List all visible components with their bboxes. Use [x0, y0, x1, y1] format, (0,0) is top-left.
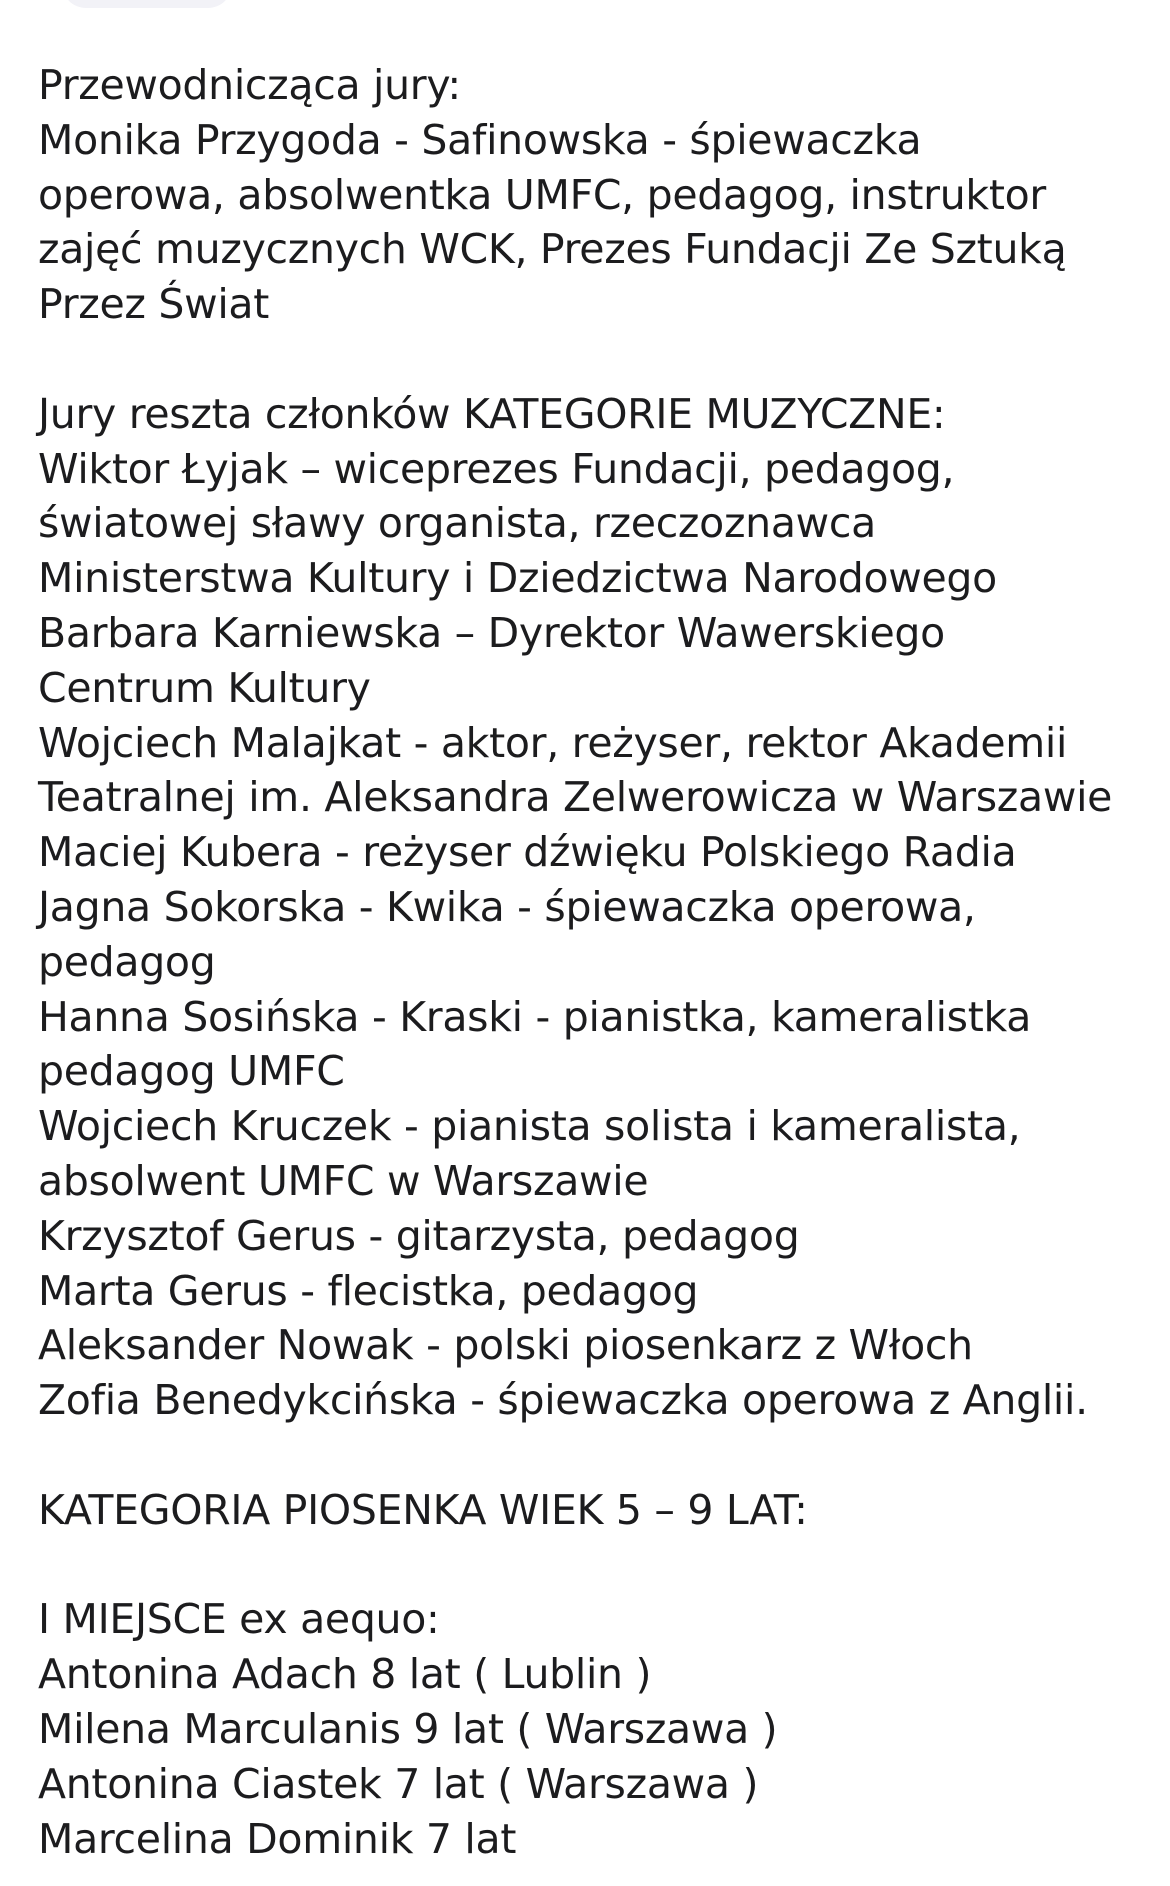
post-line: Wojciech Kruczek - pianista solista i kameralista,	[38, 1102, 1021, 1151]
post-line: I MIEJSCE ex aequo:	[38, 1595, 440, 1644]
post-line: pedagog UMFC	[38, 1047, 345, 1096]
post-line: Aleksander Nowak - polski piosenkarz z Włoch	[38, 1321, 973, 1370]
blank-line	[38, 1538, 1148, 1593]
post-line: Centrum Kultury	[38, 663, 371, 712]
post-line: Wojciech Malajkat - aktor, reżyser, rektor Akademii	[38, 718, 1068, 767]
post-line: Jury reszta członków KATEGORIE MUZYCZNE:	[38, 389, 946, 438]
post-line: Zofia Benedykcińska - śpiewaczka operowa z Anglii.	[38, 1376, 1088, 1425]
post-line: Marcelina Dominik 7 lat	[38, 1814, 517, 1863]
post-line: Hanna Sosińska - Kraski - pianistka, kameralistka	[38, 992, 1032, 1041]
post-line: Przez Świat	[38, 280, 270, 329]
post-line: Monika Przygoda - Safinowska - śpiewaczka	[38, 115, 922, 164]
blank-line	[38, 332, 1148, 387]
post-line: Maciej Kubera - reżyser dźwięku Polskiego Radia	[38, 828, 1017, 877]
post-line: absolwent UMFC w Warszawie	[38, 1156, 649, 1205]
post-line: Barbara Karniewska – Dyrektor Wawerskiego	[38, 608, 945, 657]
post-line: Antonina Adach 8 lat ( Lublin )	[38, 1650, 652, 1699]
post-line: zajęć muzycznych WCK, Prezes Fundacji Ze Sztuką	[38, 225, 1067, 274]
post-line: światowej sławy organista, rzeczoznawca	[38, 499, 876, 548]
post-line: Krzysztof Gerus - gitarzysta, pedagog	[38, 1211, 800, 1260]
post-line: pedagog	[38, 937, 216, 986]
post-text	[38, 58, 1148, 1866]
post-line: Ministerstwa Kultury i Dziedzictwa Narodowego	[38, 554, 997, 603]
post-line: Milena Marculanis 9 lat ( Warszawa )	[38, 1704, 778, 1753]
post-line: Jagna Sokorska - Kwika - śpiewaczka operowa,	[38, 882, 976, 931]
blank-line	[38, 1428, 1148, 1483]
top-toolbar-pill[interactable]	[62, 0, 232, 8]
post-line: Wiktor Łyjak – wiceprezes Fundacji, pedagog,	[38, 444, 955, 493]
post-line: KATEGORIA PIOSENKA WIEK 5 – 9 LAT:	[38, 1485, 808, 1534]
post-line: Antonina Ciastek 7 lat ( Warszawa )	[38, 1759, 759, 1808]
post-line: Teatralnej im. Aleksandra Zelwerowicza w Warszawie	[38, 773, 1113, 822]
post-line: Przewodnicząca jury:	[38, 61, 461, 109]
post-line: Marta Gerus - flecistka, pedagog	[38, 1266, 699, 1315]
post-line: operowa, absolwentka UMFC, pedagog, instruktor	[38, 170, 1046, 219]
